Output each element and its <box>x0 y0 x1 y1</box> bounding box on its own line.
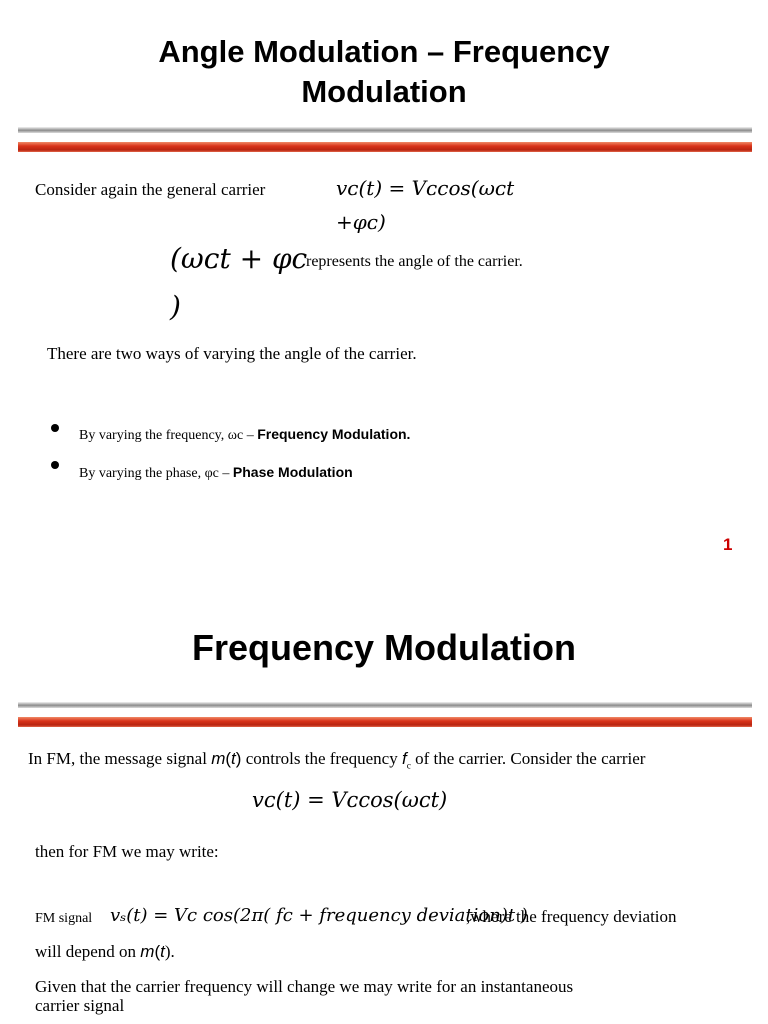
given-line2: carrier signal <box>35 996 125 1015</box>
fm-m-symbol: m <box>211 749 226 768</box>
bullet-plain-text: By varying the frequency, ωc – <box>79 428 258 443</box>
slide2-title: Frequency Modulation <box>191 627 576 668</box>
given-text <box>35 977 573 1015</box>
given-line1: Given that the carrier frequency will change we may write for an instantaneous <box>35 977 574 996</box>
fm-t-symbol: t <box>231 749 236 768</box>
slide2-gray-rule <box>18 702 752 708</box>
ways-text: There are two ways of varying the angle of the carrier. <box>47 344 417 363</box>
slide1-gray-rule <box>18 127 752 133</box>
fm-signal-tail: ,where the frequency deviation <box>466 907 677 926</box>
slide2-red-rule <box>18 717 752 727</box>
angle-expression-line2: ) <box>170 290 181 323</box>
bullet-dot <box>51 461 59 469</box>
angle-expression-line1: (ωᴄt + φc <box>170 242 308 275</box>
depend-m-symbol: m <box>140 942 155 961</box>
fm-intro-part-c: of the carrier. Consider the carrier <box>410 749 646 768</box>
fm-carrier-equation: vᴄ(t) = Vᴄcos(ωᴄt) <box>252 788 448 812</box>
fm-intro-part-a: In FM, the message signal <box>28 749 212 768</box>
fm-intro-text: In FM, the message signal m(t) controls the frequency $f_c$ of the carrier. Consider the carrier <box>28 749 646 772</box>
depend-t-symbol: t <box>160 942 165 961</box>
fm-f-symbol: f <box>401 749 407 768</box>
then-text: then for FM we may write: <box>35 842 219 861</box>
angle-description: represents the angle of the carrier. <box>306 253 523 270</box>
slide1-title-line1: Angle Modulation – Frequency <box>158 34 610 69</box>
bullet-plain-text: By varying the phase, φc – <box>79 466 233 481</box>
fm-signal-label: FM signal <box>35 911 93 926</box>
fm-signal-equation: vₛ(t) = Vc cos(2π( fc + frequency deviation)t ) <box>110 905 528 926</box>
fm-intro-part-b: controls the frequency <box>241 749 402 768</box>
intro-text: Consider again the general carrier <box>35 180 266 199</box>
bullet-item-frequency <box>79 426 410 444</box>
depend-text: will depend on m(t). <box>35 942 175 961</box>
slide1-title-line2: Modulation <box>301 74 467 109</box>
carrier-equation-line2: +φᴄ) <box>336 210 386 234</box>
bullet-dot <box>51 424 59 432</box>
bullet-bold-text: Frequency Modulation. <box>257 426 411 442</box>
slide1-red-rule <box>18 142 752 152</box>
bullet-bold-text: Phase Modulation <box>232 464 353 480</box>
slide1-title <box>0 32 768 112</box>
page-number: 1 <box>723 535 733 554</box>
depend-part-a: will depend on <box>35 942 141 961</box>
bullet-item-phase <box>79 464 353 482</box>
depend-part-b: ). <box>164 942 175 961</box>
carrier-equation-line1: vᴄ(t) = Vᴄcos(ωᴄt <box>336 176 515 200</box>
